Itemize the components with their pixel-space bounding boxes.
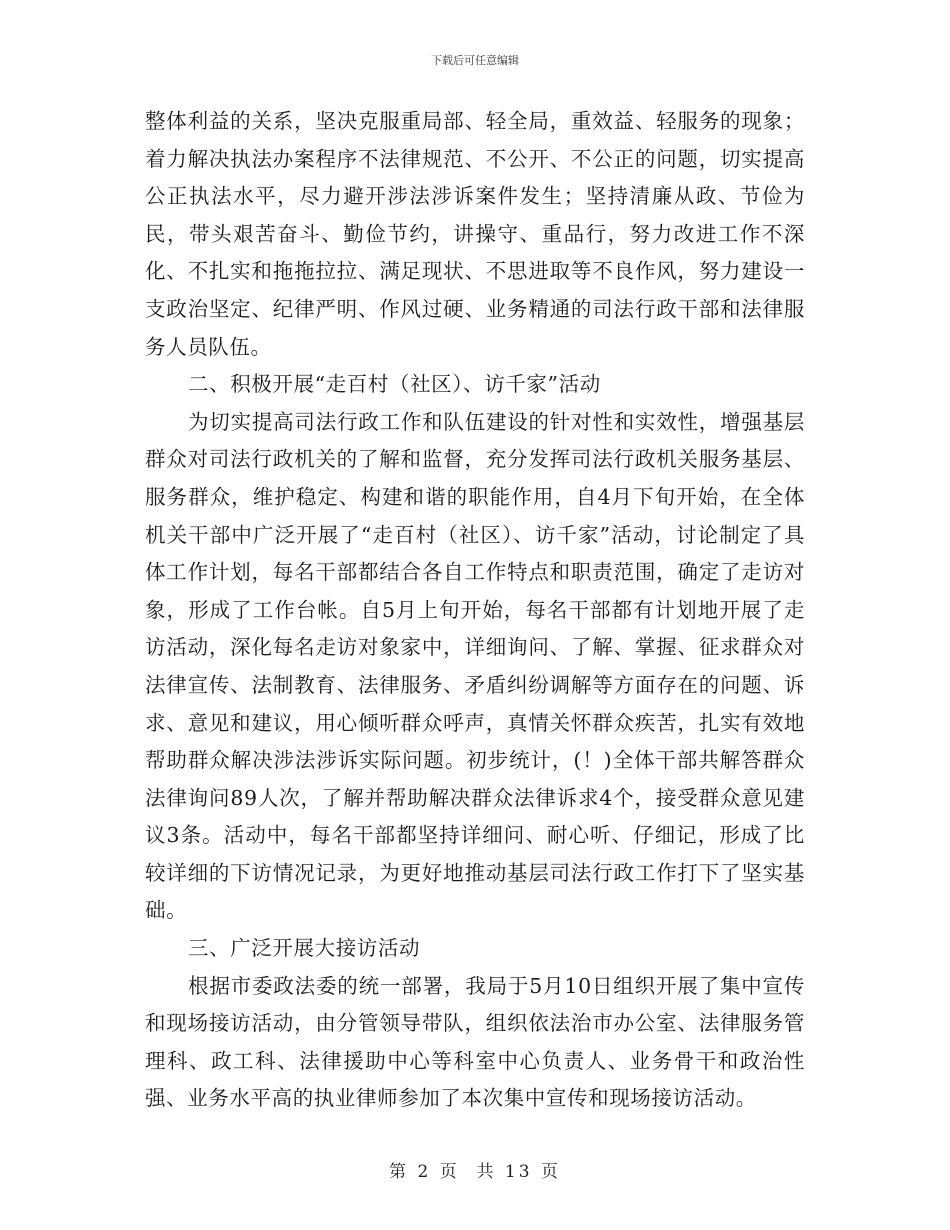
page-header: 下载后可任意编辑 xyxy=(431,54,519,67)
page-number-total: 13 xyxy=(504,1162,533,1182)
body-paragraph: 为切实提高司法行政工作和队伍建设的针对性和实效性，增强基层群众对司法行政机关的了解和监督，充分发挥司法行政机关服务基层、服务群众，维护稳定、构建和谐的职能作用，自4月下旬开始，在全体机关干部中广泛开展了“走百村（社区）、访千家”活动，讨论制定了具体工作计划，每名干部都结合各自工作特点和职责范围，确定了走访对象，形成了工作台帐。自5月上旬开始，每名干部都有计划地开展了走访活动，深化每名走访对象家中，详细询问、了解、掌握、征求群众对法律宣传、法制教育、法律服务、矛盾纠纷调解等方面存在的问题、诉求、意见和建议，用心倾听群众呼声，真情关怀群众疾苦，扎实有效地帮助群众解决涉法涉诉实际问题。初步统计，(！)全体干部共解答群众法律询问89人次，了解并帮助解决群众法律诉求4个，接受群众意见建议3条。活动中，每名干部都坚持详细问、耐心听、仔细记，形成了比较详细的下访情况记录，为更好地推动基层司法行政工作打下了坚实基础。 xyxy=(145,409,805,923)
section-heading: 三、广泛开展大接访活动 xyxy=(188,936,421,961)
page-footer xyxy=(0,1161,950,1183)
body-paragraph: 根据市委政法委的统一部署，我局于5月10日组织开展了集中宣传和现场接访活动，由分管领导带队，组织依法治市办公室、法律服务管理科、政工科、法律援助中心等科室中心负责人、业务骨干和政治性强、业务水平高的执业律师参加了本次集中宣传和现场接访活动。 xyxy=(145,973,805,1111)
section-heading: 二、积极开展“走百村（社区）、访千家”活动 xyxy=(188,372,601,397)
body-paragraph: 整体利益的关系，坚决克服重局部、轻全局，重效益、轻服务的现象；着力解决执法办案程序不法律规范、不公开、不公正的问题，切实提高公正执法水平，尽力避开涉法涉诉案件发生；坚持清廉从政、节俭为民，带头艰苦奋斗、勤俭节约，讲操守、重品行，努力改进工作不深化、不扎实和拖拖拉拉、满足现状、不思进取等不良作风，努力建设一支政治坚定、纪律严明、作风过硬、业务精通的司法行政干部和法律服务人员队伍。 xyxy=(145,109,805,359)
page-label-suffix: 页 xyxy=(540,1162,561,1182)
page-label-middle: 页 共 xyxy=(439,1162,497,1182)
document-body xyxy=(145,103,805,1118)
page-label-prefix: 第 xyxy=(389,1162,410,1182)
page-number-current: 2 xyxy=(417,1162,432,1182)
